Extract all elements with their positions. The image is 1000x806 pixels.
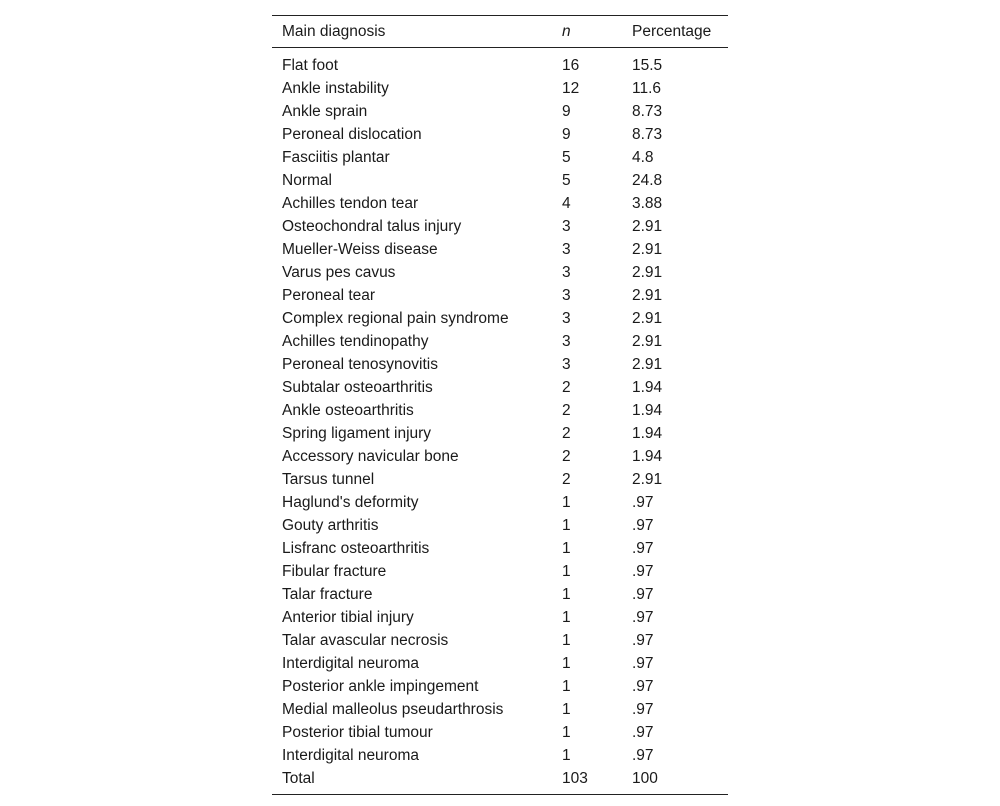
diagnosis-cell: Achilles tendinopathy	[282, 332, 429, 350]
diagnosis-cell: Talar avascular necrosis	[282, 631, 449, 649]
percentage-cell: .97	[632, 516, 654, 534]
table-row	[272, 537, 728, 560]
table-row	[272, 100, 728, 123]
table-row	[272, 146, 728, 169]
diagnosis-table-container	[272, 15, 728, 795]
table-row	[272, 422, 728, 445]
diagnosis-cell: Lisfranc osteoarthritis	[282, 539, 430, 557]
table-row	[272, 192, 728, 215]
table-row	[272, 261, 728, 284]
table-row	[272, 215, 728, 238]
diagnosis-cell: Spring ligament injury	[282, 424, 432, 442]
table-row	[272, 606, 728, 629]
percentage-cell: 11.6	[632, 79, 662, 97]
diagnosis-cell: Posterior tibial tumour	[282, 723, 433, 741]
percentage-cell: .97	[632, 700, 654, 718]
count-cell: 3	[562, 355, 571, 373]
table-row	[272, 583, 728, 606]
table-row	[272, 721, 728, 744]
percentage-cell: 1.94	[632, 401, 663, 419]
count-cell: 1	[562, 700, 571, 718]
count-cell: 3	[562, 240, 571, 258]
table-row	[272, 123, 728, 146]
table-row	[272, 675, 728, 698]
diagnosis-cell: Varus pes cavus	[282, 263, 396, 281]
percentage-cell: 2.91	[632, 286, 663, 304]
percentage-cell: 4.8	[632, 148, 654, 166]
table-row	[272, 169, 728, 192]
diagnosis-cell: Posterior ankle impingement	[282, 677, 479, 695]
count-cell: 4	[562, 194, 571, 212]
count-cell: 1	[562, 608, 571, 626]
count-cell: 9	[562, 102, 571, 120]
percentage-cell: 8.73	[632, 102, 663, 120]
table-row	[272, 445, 728, 468]
table-row	[272, 652, 728, 675]
percentage-cell: .97	[632, 677, 654, 695]
percentage-cell: 3.88	[632, 194, 663, 212]
diagnosis-cell: Fasciitis plantar	[282, 148, 390, 166]
percentage-cell: 2.91	[632, 240, 663, 258]
column-header-main-diagnosis: Main diagnosis	[282, 22, 386, 40]
table-body	[272, 48, 728, 795]
percentage-cell: .97	[632, 493, 654, 511]
percentage-cell: 24.8	[632, 171, 663, 189]
diagnosis-cell: Peroneal tear	[282, 286, 376, 304]
table-header	[272, 16, 728, 48]
diagnosis-cell: Gouty arthritis	[282, 516, 379, 534]
percentage-cell: 1.94	[632, 424, 663, 442]
diagnosis-cell: Ankle osteoarthritis	[282, 401, 414, 419]
count-cell: 5	[562, 148, 571, 166]
percentage-cell: .97	[632, 562, 654, 580]
count-cell: 2	[562, 447, 571, 465]
diagnosis-cell: Talar fracture	[282, 585, 373, 603]
count-cell: 103	[562, 769, 588, 787]
count-cell: 2	[562, 401, 571, 419]
table-row	[272, 560, 728, 583]
table-row	[272, 629, 728, 652]
count-cell: 2	[562, 470, 571, 488]
table-row	[272, 514, 728, 537]
percentage-cell: .97	[632, 631, 654, 649]
percentage-cell: .97	[632, 539, 654, 557]
diagnosis-cell: Mueller-Weiss disease	[282, 240, 438, 258]
percentage-cell: .97	[632, 608, 654, 626]
count-cell: 2	[562, 424, 571, 442]
percentage-cell: 8.73	[632, 125, 663, 143]
table-row	[272, 307, 728, 330]
table-row	[272, 330, 728, 353]
diagnosis-cell: Medial malleolus pseudarthrosis	[282, 700, 504, 718]
diagnosis-cell: Interdigital neuroma	[282, 654, 419, 672]
diagnosis-cell: Peroneal dislocation	[282, 125, 422, 143]
percentage-cell: 1.94	[632, 447, 663, 465]
percentage-cell: 1.94	[632, 378, 663, 396]
count-cell: 9	[562, 125, 571, 143]
table-row	[272, 376, 728, 399]
column-header-percentage: Percentage	[632, 22, 712, 40]
diagnosis-table	[272, 15, 728, 795]
count-cell: 1	[562, 493, 571, 511]
table-row	[272, 399, 728, 422]
table-row	[272, 284, 728, 307]
count-cell: 1	[562, 654, 571, 672]
percentage-cell: .97	[632, 723, 654, 741]
count-cell: 1	[562, 562, 571, 580]
table-row	[272, 77, 728, 100]
diagnosis-cell: Subtalar osteoarthritis	[282, 378, 433, 396]
percentage-cell: 2.91	[632, 470, 663, 488]
percentage-cell: 15.5	[632, 56, 663, 74]
count-cell: 1	[562, 631, 571, 649]
diagnosis-cell: Normal	[282, 171, 332, 189]
table-total-row	[272, 767, 728, 795]
table-row	[272, 491, 728, 514]
diagnosis-cell: Tarsus tunnel	[282, 470, 375, 488]
diagnosis-cell: Accessory navicular bone	[282, 447, 459, 465]
count-cell: 3	[562, 286, 571, 304]
table-row	[272, 744, 728, 767]
diagnosis-cell: Osteochondral talus injury	[282, 217, 462, 235]
percentage-cell: .97	[632, 654, 654, 672]
count-cell: 16	[562, 56, 580, 74]
diagnosis-cell: Peroneal tenosynovitis	[282, 355, 438, 373]
diagnosis-cell: Haglund's deformity	[282, 493, 419, 511]
table-row	[272, 698, 728, 721]
column-header-n: n	[562, 22, 571, 40]
percentage-cell: 2.91	[632, 217, 663, 235]
diagnosis-cell: Achilles tendon tear	[282, 194, 419, 212]
count-cell: 12	[562, 79, 580, 97]
count-cell: 3	[562, 217, 571, 235]
diagnosis-cell: Total	[282, 769, 315, 787]
diagnosis-cell: Fibular fracture	[282, 562, 387, 580]
diagnosis-cell: Ankle sprain	[282, 102, 368, 120]
percentage-cell: .97	[632, 746, 654, 764]
table-header-row	[272, 16, 728, 48]
count-cell: 5	[562, 171, 571, 189]
count-cell: 1	[562, 723, 571, 741]
percentage-cell: 2.91	[632, 309, 663, 327]
diagnosis-cell: Complex regional pain syndrome	[282, 309, 509, 327]
diagnosis-cell: Interdigital neuroma	[282, 746, 419, 764]
count-cell: 1	[562, 539, 571, 557]
count-cell: 3	[562, 332, 571, 350]
diagnosis-cell: Anterior tibial injury	[282, 608, 414, 626]
count-cell: 1	[562, 746, 571, 764]
table-row	[272, 48, 728, 78]
count-cell: 1	[562, 585, 571, 603]
count-cell: 1	[562, 516, 571, 534]
count-cell: 3	[562, 263, 571, 281]
table-row	[272, 353, 728, 376]
diagnosis-cell: Ankle instability	[282, 79, 389, 97]
percentage-cell: 2.91	[632, 263, 663, 281]
percentage-cell: 100	[632, 769, 658, 787]
count-cell: 3	[562, 309, 571, 327]
percentage-cell: 2.91	[632, 355, 663, 373]
table-row	[272, 238, 728, 261]
diagnosis-cell: Flat foot	[282, 56, 338, 74]
count-cell: 2	[562, 378, 571, 396]
count-cell: 1	[562, 677, 571, 695]
percentage-cell: .97	[632, 585, 654, 603]
table-row	[272, 468, 728, 491]
percentage-cell: 2.91	[632, 332, 663, 350]
